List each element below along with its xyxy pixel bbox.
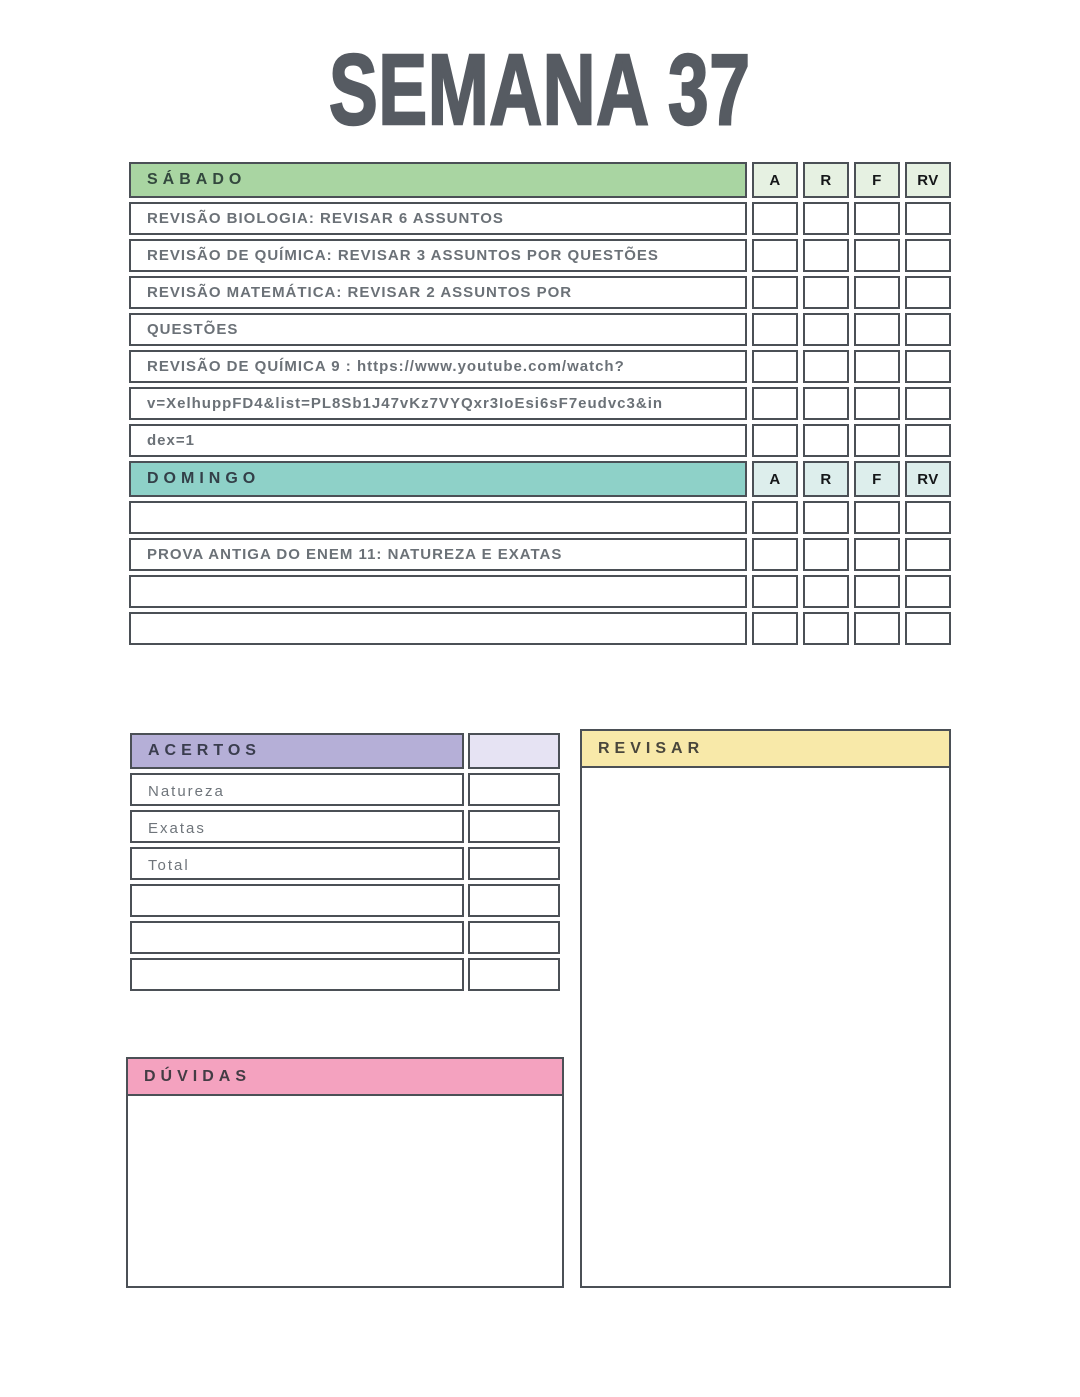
checkbox-cell[interactable] <box>905 202 951 235</box>
saturday-label: SÁBADO <box>129 162 747 198</box>
task-cell: v=XelhuppFD4&list=PL8Sb1J47vKz7VYQxr3IoEsi6sF7eudvc3&in <box>129 387 747 420</box>
column-header-a: A <box>752 461 798 497</box>
checkbox-cell[interactable] <box>905 538 951 571</box>
checkbox-cell[interactable] <box>803 501 849 534</box>
page-title-wrap <box>0 34 1080 146</box>
table-row <box>129 350 951 383</box>
checkbox-cell[interactable] <box>803 612 849 645</box>
checkbox-cell[interactable] <box>854 538 900 571</box>
task-cell: PROVA ANTIGA DO ENEM 11: NATUREZA E EXATAS <box>129 538 747 571</box>
table-row <box>130 847 560 880</box>
checkbox-cell[interactable] <box>905 313 951 346</box>
column-header-rv: RV <box>905 162 951 198</box>
task-cell: REVISÃO DE QUÍMICA: REVISAR 3 ASSUNTOS POR QUESTÕES <box>129 239 747 272</box>
task-cell: dex=1 <box>129 424 747 457</box>
revisar-header: REVISAR <box>582 731 949 768</box>
checkbox-cell[interactable] <box>752 424 798 457</box>
table-row <box>129 424 951 457</box>
table-row <box>130 773 560 806</box>
checkbox-cell[interactable] <box>752 239 798 272</box>
acertos-value-cell[interactable] <box>468 921 560 954</box>
acertos-value-header-cell <box>468 733 560 769</box>
week-schedule-table <box>124 158 956 649</box>
checkbox-cell[interactable] <box>905 575 951 608</box>
table-row <box>130 810 560 843</box>
task-cell[interactable] <box>129 612 747 645</box>
table-row <box>130 884 560 917</box>
acertos-label: ACERTOS <box>130 733 464 769</box>
checkbox-cell[interactable] <box>803 313 849 346</box>
task-cell: QUESTÕES <box>129 313 747 346</box>
checkbox-cell[interactable] <box>803 202 849 235</box>
table-row <box>129 313 951 346</box>
checkbox-cell[interactable] <box>803 350 849 383</box>
acertos-value-cell[interactable] <box>468 884 560 917</box>
acertos-table <box>126 729 564 995</box>
checkbox-cell[interactable] <box>854 424 900 457</box>
checkbox-cell[interactable] <box>854 276 900 309</box>
checkbox-cell[interactable] <box>803 575 849 608</box>
acertos-row-label[interactable] <box>130 884 464 917</box>
checkbox-cell[interactable] <box>752 501 798 534</box>
checkbox-cell[interactable] <box>854 612 900 645</box>
checkbox-cell[interactable] <box>905 387 951 420</box>
checkbox-cell[interactable] <box>905 350 951 383</box>
column-header-f: F <box>854 461 900 497</box>
task-cell: REVISÃO MATEMÁTICA: REVISAR 2 ASSUNTOS POR <box>129 276 747 309</box>
task-cell: REVISÃO DE QUÍMICA 9 : https://www.youtube.com/watch? <box>129 350 747 383</box>
column-header-rv: RV <box>905 461 951 497</box>
table-row <box>129 276 951 309</box>
task-cell[interactable] <box>129 501 747 534</box>
checkbox-cell[interactable] <box>752 387 798 420</box>
checkbox-cell[interactable] <box>752 202 798 235</box>
checkbox-cell[interactable] <box>854 501 900 534</box>
acertos-row-label[interactable] <box>130 958 464 991</box>
acertos-row-label[interactable] <box>130 921 464 954</box>
checkbox-cell[interactable] <box>803 239 849 272</box>
duvidas-body[interactable] <box>128 1096 562 1286</box>
sunday-header-row <box>129 461 951 497</box>
checkbox-cell[interactable] <box>752 612 798 645</box>
task-cell[interactable] <box>129 575 747 608</box>
table-row <box>129 239 951 272</box>
acertos-row-label: Total <box>130 847 464 880</box>
acertos-value-cell[interactable] <box>468 810 560 843</box>
checkbox-cell[interactable] <box>905 424 951 457</box>
checkbox-cell[interactable] <box>854 350 900 383</box>
checkbox-cell[interactable] <box>854 313 900 346</box>
revisar-box <box>580 729 951 1288</box>
table-row <box>129 387 951 420</box>
sunday-label: DOMINGO <box>129 461 747 497</box>
checkbox-cell[interactable] <box>803 387 849 420</box>
task-cell: REVISÃO BIOLOGIA: REVISAR 6 ASSUNTOS <box>129 202 747 235</box>
checkbox-cell[interactable] <box>854 575 900 608</box>
checkbox-cell[interactable] <box>905 501 951 534</box>
checkbox-cell[interactable] <box>803 276 849 309</box>
checkbox-cell[interactable] <box>752 575 798 608</box>
column-header-a: A <box>752 162 798 198</box>
column-header-r: R <box>803 461 849 497</box>
checkbox-cell[interactable] <box>752 538 798 571</box>
column-header-f: F <box>854 162 900 198</box>
duvidas-header: DÚVIDAS <box>128 1059 562 1096</box>
acertos-row-label: Exatas <box>130 810 464 843</box>
acertos-value-cell[interactable] <box>468 773 560 806</box>
checkbox-cell[interactable] <box>752 350 798 383</box>
acertos-row-label: Natureza <box>130 773 464 806</box>
acertos-value-cell[interactable] <box>468 958 560 991</box>
column-header-r: R <box>803 162 849 198</box>
checkbox-cell[interactable] <box>854 202 900 235</box>
acertos-value-cell[interactable] <box>468 847 560 880</box>
checkbox-cell[interactable] <box>803 538 849 571</box>
checkbox-cell[interactable] <box>752 276 798 309</box>
table-row <box>130 921 560 954</box>
checkbox-cell[interactable] <box>854 239 900 272</box>
table-row <box>129 501 951 534</box>
saturday-header-row <box>129 162 951 198</box>
page-title: SEMANA 37 <box>329 34 751 146</box>
table-row <box>130 958 560 991</box>
acertos-header-row <box>130 733 560 769</box>
duvidas-box <box>126 1057 564 1288</box>
checkbox-cell[interactable] <box>752 313 798 346</box>
checkbox-cell[interactable] <box>854 387 900 420</box>
checkbox-cell[interactable] <box>905 276 951 309</box>
checkbox-cell[interactable] <box>905 239 951 272</box>
checkbox-cell[interactable] <box>905 612 951 645</box>
checkbox-cell[interactable] <box>803 424 849 457</box>
table-row <box>129 202 951 235</box>
revisar-body[interactable] <box>582 768 949 1286</box>
table-row <box>129 612 951 645</box>
table-row <box>129 538 951 571</box>
table-row <box>129 575 951 608</box>
